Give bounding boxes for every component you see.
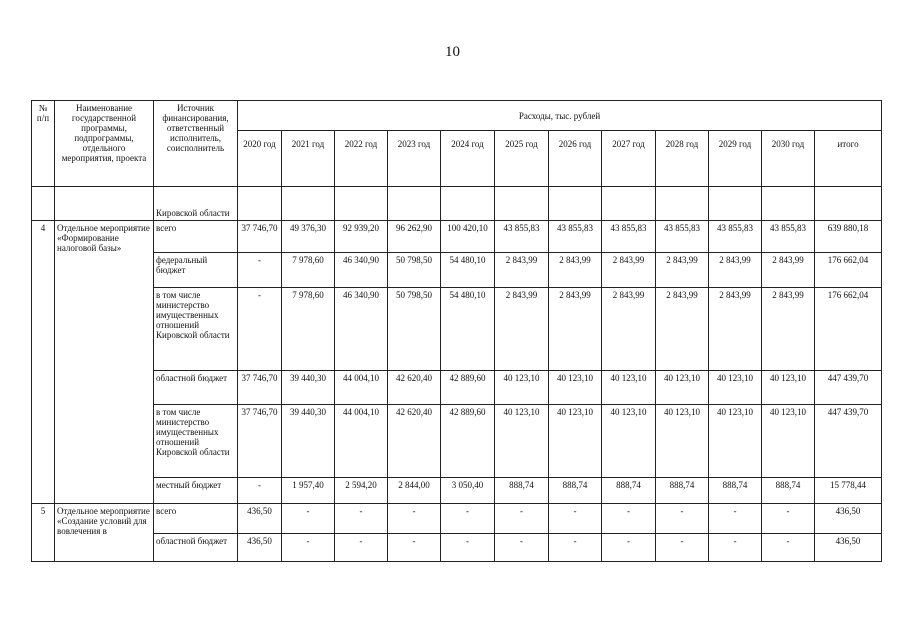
total-cell: 436,50 (815, 534, 882, 562)
item-number: 5 (32, 504, 55, 562)
value-cell: 436,50 (238, 504, 282, 534)
value-cell: 888,74 (602, 478, 656, 504)
header-year: 2025 год (495, 131, 549, 187)
source-cell: областной бюджет (154, 371, 238, 405)
item-name: Отдельное мероприятие «Формирование налоговой базы» (55, 221, 154, 504)
value-cell: 2 843,99 (762, 288, 815, 371)
value-cell: - (441, 534, 495, 562)
value-cell: 2 843,99 (602, 253, 656, 288)
value-cell: - (549, 534, 602, 562)
header-year: 2028 год (656, 131, 709, 187)
value-cell: 50 798,50 (388, 288, 441, 371)
value-cell: 2 843,99 (602, 288, 656, 371)
value-cell: 40 123,10 (656, 371, 709, 405)
value-cell: 96 262,90 (388, 221, 441, 253)
value-cell: - (282, 534, 335, 562)
value-cell: 2 844,00 (388, 478, 441, 504)
value-cell: 2 843,99 (762, 253, 815, 288)
value-cell: 39 440,30 (282, 371, 335, 405)
value-cell: 44 004,10 (335, 405, 388, 478)
value-cell: 3 050,40 (441, 478, 495, 504)
source-cell: местный бюджет (154, 478, 238, 504)
value-cell: 37 746,70 (238, 371, 282, 405)
value-cell: 40 123,10 (762, 405, 815, 478)
item-number: 4 (32, 221, 55, 504)
value-cell: 37 746,70 (238, 405, 282, 478)
table-row (32, 534, 882, 562)
value-cell: 37 746,70 (238, 221, 282, 253)
value-cell: 92 939,20 (335, 221, 388, 253)
value-cell: 54 480,10 (441, 288, 495, 371)
value-cell: 43 855,83 (495, 221, 549, 253)
item-name: Отдельное мероприятие «Создание условий для вовлечения в (55, 504, 154, 562)
source-cell: федеральный бюджет (154, 253, 238, 288)
table-row (32, 405, 882, 478)
value-cell: 40 123,10 (602, 405, 656, 478)
value-cell: 2 843,99 (709, 288, 762, 371)
value-cell: 2 594,20 (335, 478, 388, 504)
total-cell: 447 439,70 (815, 405, 882, 478)
table-row (32, 371, 882, 405)
source-cell: всего (154, 504, 238, 534)
value-cell: - (602, 534, 656, 562)
value-cell: 43 855,83 (656, 221, 709, 253)
value-cell: - (762, 504, 815, 534)
value-cell: - (388, 504, 441, 534)
source-cell: всего (154, 221, 238, 253)
value-cell: 40 123,10 (709, 405, 762, 478)
value-cell: 2 843,99 (549, 288, 602, 371)
value-cell: 42 620,40 (388, 405, 441, 478)
value-cell: 40 123,10 (495, 371, 549, 405)
source-cell: в том числе министерство имущественных отношений Кировской области (154, 405, 238, 478)
value-cell: 436,50 (238, 534, 282, 562)
total-cell: 447 439,70 (815, 371, 882, 405)
value-cell: 42 889,60 (441, 371, 495, 405)
value-cell: 2 843,99 (549, 253, 602, 288)
value-cell: 44 004,10 (335, 371, 388, 405)
value-cell: - (282, 504, 335, 534)
header-year: 2029 год (709, 131, 762, 187)
value-cell: 2 843,99 (495, 253, 549, 288)
value-cell: - (495, 504, 549, 534)
value-cell: 7 978,60 (282, 253, 335, 288)
value-cell: 54 480,10 (441, 253, 495, 288)
value-cell: 39 440,30 (282, 405, 335, 478)
table-row (32, 253, 882, 288)
header-year: 2021 год (282, 131, 335, 187)
value-cell: 2 843,99 (656, 288, 709, 371)
header-year: 2026 год (549, 131, 602, 187)
source-cell: Кировской области (154, 187, 238, 221)
value-cell: 43 855,83 (602, 221, 656, 253)
header-source: Источник финансирования, ответственный исполнитель, соисполнитель (154, 101, 238, 187)
table-row (32, 478, 882, 504)
value-cell: 2 843,99 (709, 253, 762, 288)
value-cell: - (238, 253, 282, 288)
header-year: 2022 год (335, 131, 388, 187)
value-cell: - (656, 534, 709, 562)
header-year: 2023 год (388, 131, 441, 187)
value-cell: - (602, 504, 656, 534)
value-cell: 46 340,90 (335, 253, 388, 288)
source-cell: в том числе министерство имущественных отношений Кировской области (154, 288, 238, 371)
value-cell: 50 798,50 (388, 253, 441, 288)
value-cell: 43 855,83 (709, 221, 762, 253)
total-cell: 436,50 (815, 504, 882, 534)
value-cell: 46 340,90 (335, 288, 388, 371)
total-cell: 176 662,04 (815, 253, 882, 288)
value-cell: 888,74 (495, 478, 549, 504)
value-cell: 7 978,60 (282, 288, 335, 371)
value-cell: - (441, 504, 495, 534)
total-cell: 639 880,18 (815, 221, 882, 253)
value-cell: 40 123,10 (602, 371, 656, 405)
header-total: итого (815, 131, 882, 187)
header-expenses: Расходы, тыс. рублей (238, 101, 882, 131)
value-cell: - (656, 504, 709, 534)
value-cell: 100 420,10 (441, 221, 495, 253)
table-row (32, 187, 882, 221)
value-cell: - (495, 534, 549, 562)
value-cell: 888,74 (549, 478, 602, 504)
total-cell: 15 778,44 (815, 478, 882, 504)
value-cell: 40 123,10 (495, 405, 549, 478)
value-cell: - (335, 534, 388, 562)
value-cell: 42 889,60 (441, 405, 495, 478)
value-cell: - (549, 504, 602, 534)
table-row (32, 288, 882, 371)
table-row (32, 221, 882, 253)
value-cell: 42 620,40 (388, 371, 441, 405)
header-num: № п/п (32, 101, 55, 187)
value-cell: 43 855,83 (762, 221, 815, 253)
value-cell: 888,74 (709, 478, 762, 504)
header-year: 2024 год (441, 131, 495, 187)
value-cell: 40 123,10 (549, 371, 602, 405)
value-cell: 888,74 (762, 478, 815, 504)
source-cell: областной бюджет (154, 534, 238, 562)
value-cell: 40 123,10 (549, 405, 602, 478)
value-cell: 40 123,10 (656, 405, 709, 478)
value-cell: - (388, 534, 441, 562)
value-cell: 40 123,10 (709, 371, 762, 405)
value-cell: 40 123,10 (762, 371, 815, 405)
value-cell: - (335, 504, 388, 534)
value-cell: 888,74 (656, 478, 709, 504)
header-year: 2027 год (602, 131, 656, 187)
total-cell: 176 662,04 (815, 288, 882, 371)
header-year: 2020 год (238, 131, 282, 187)
value-cell: - (709, 504, 762, 534)
page-number: 10 (445, 44, 460, 60)
value-cell: 43 855,83 (549, 221, 602, 253)
header-year: 2030 год (762, 131, 815, 187)
value-cell: - (238, 288, 282, 371)
value-cell: 1 957,40 (282, 478, 335, 504)
value-cell: 2 843,99 (495, 288, 549, 371)
table-row (32, 504, 882, 534)
value-cell: 49 376,30 (282, 221, 335, 253)
value-cell: - (762, 534, 815, 562)
value-cell: - (709, 534, 762, 562)
value-cell: 2 843,99 (656, 253, 709, 288)
header-name: Наименование государственной программы, подпрограммы, отдельного мероприятия, проекта (55, 101, 154, 187)
budget-table (31, 100, 882, 562)
value-cell: - (238, 478, 282, 504)
